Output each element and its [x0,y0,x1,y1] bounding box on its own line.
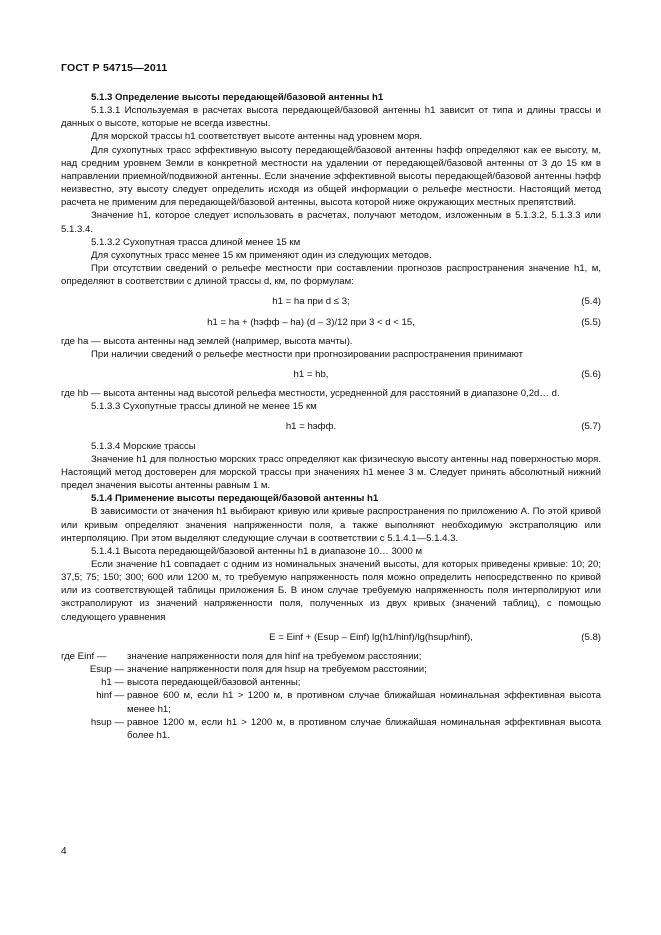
formula-note: где ha — высота антенны над землей (например, высота мачты). [61,335,353,347]
formula-5-8 [61,631,601,644]
definition-term: Esup — [89,664,124,676]
definition-term: h1 — [101,677,124,689]
formula-expression: E = Einf + (Esup – Einf) lg(h1/hinf)/lg(hsup/hinf), [269,631,473,643]
definition-text: равное 1200 м, если h1 > 1200 м, в противном случае ближайшая номинальная эффективная высота более h1. [127,716,601,741]
paragraph: Для сухопутных трасс эффективную высоту передающей/базовой антенны hэфф определяют как ее высоту, м, над средним уровнем Земли в конкретной местности на удалении от передающей/базовой антенны от 3 до 15 км в направлении приемной/подвижной антенны. Если значение эффективной высоты передающей/базовой антенны hэфф неизвестно, эту высоту следует определить исходя из общей информации о рельефе местности. Настоящий метод расчета не применим для передающей/базовой антенны, высота которой ниже окружающих местных препятствий. [61,144,601,209]
document-header: ГОСТ Р 54715—2011 [61,62,168,74]
formula-expression: h1 = ha + (hэфф – ha) (d – 3)/12 при 3 < d < 15, [207,316,415,328]
formula-number: (5.7) [581,421,601,433]
formula-expression: h1 = hb, [293,368,329,380]
definition-term: hsup — [90,716,124,728]
paragraph: Для сухопутных трасс менее 15 км применяют один из следующих методов. [91,249,432,261]
document-body [61,91,601,742]
subsection-title-5-1-3-2: 5.1.3.2 Сухопутная трасса длиной менее 15 км [91,236,301,248]
definition-text: равное 600 м, если h1 > 1200 м, в противном случае ближайшая номинальная эффективная высота менее h1; [127,690,601,715]
paragraph: Если значение h1 совпадает с одним из номинальных значений высоты, для которых приведены кривые: 10; 20; 37,5; 75; 150; 300; 600 или 1200 м, то требуемую напряженность поля можно определить непосредственно по кривой или из соответствующей таблицы приложения Б. В ином случае требуемую напряженность поля интерполируют или экстраполируют из значений напряженности поля, полученных из двух кривых (значений таблиц), с помощью следующего уравнения [61,559,601,623]
formula-expression: h1 = hэфф. [285,421,337,433]
definition-term: где Einf — [61,650,107,662]
formula-number: (5.8) [581,631,601,643]
subsection-title-5-1-3-3: 5.1.3.3 Сухопутные трассы длиной не менее 15 км [91,401,317,413]
definition-term: hinf — [96,690,124,702]
formula-expression: h1 = ha при d ≤ 3; [272,296,350,308]
formula-note: где hb — высота антенны над высотой рельефа местности, усредненной для расстояний в диапазоне 0,2d… d. [61,388,560,400]
paragraph: При наличии сведений о рельефе местности при прогнозировании распространения принимают [91,348,523,360]
formula-5-4 [61,295,601,308]
definition-item [61,663,601,676]
section-heading-5-1-3: 5.1.3 Определение высоты передающей/базовой антенны h1 [91,92,384,103]
paragraph: При отсутствии сведений о рельефе местности при составлении прогнозов распространения значение h1, м, определяют в соответствии с длиной трассы d, км, по формулам: [61,263,601,288]
definition-item [61,650,601,663]
definition-item [61,689,601,715]
subsection-title-5-1-4-1: 5.1.4.1 Высота передающей/базовой антенны h1 в диапазоне 10… 3000 м [91,545,423,557]
paragraph: Значение h1 для полностью морских трасс определяют как физическую высоту антенны над поверхностью моря. Настоящий метод достоверен для морской трассы при значениях h1 менее 3 м. Следует принять абсолютный нижний предел значения высоты антенны равным 1 м. [61,453,601,492]
formula-number: (5.5) [581,316,601,328]
page-number: 4 [61,846,67,857]
paragraph: Значение h1, которое следует использовать в расчетах, получают методом, изложенным в 5.1.3.2, 5.1.3.3 или 5.1.3.4. [61,210,601,235]
definition-item [61,676,601,689]
subsection-title-5-1-3-4: 5.1.3.4 Морские трассы [91,440,196,452]
formula-5-5 [61,316,601,329]
section-heading-5-1-4: 5.1.4 Применение высоты передающей/базовой антенны h1 [91,493,379,505]
formula-number: (5.4) [581,296,601,308]
paragraph: Для морской трассы h1 соответствует высоте антенны над уровнем моря. [91,131,423,143]
definition-item [61,716,601,742]
formula-5-7 [61,420,601,433]
paragraph: В зависимости от значения h1 выбирают кривую или кривые распространения по приложению А. По этой кривой или кривым определяют значения напряженности поля, а также выполняют необходимую экстраполяцию или интерполяцию. При этом выделяют следующие случаи в соответствии с 5.1.4.1—5.1.4.3. [61,506,601,544]
formula-number: (5.6) [581,368,601,380]
definition-text: высота передающей/базовой антенны; [127,677,301,689]
formula-5-6 [61,368,601,381]
definition-text: значение напряженности поля для hsup на требуемом расстоянии; [127,664,427,676]
paragraph: 5.1.3.1 Используемая в расчетах высота передающей/базовой антенны h1 зависит от типа и длины трассы и данных о высоте, которые не всегда известны. [61,105,601,130]
definition-text: значение напряженности поля для hinf на требуемом расстоянии; [127,650,422,662]
